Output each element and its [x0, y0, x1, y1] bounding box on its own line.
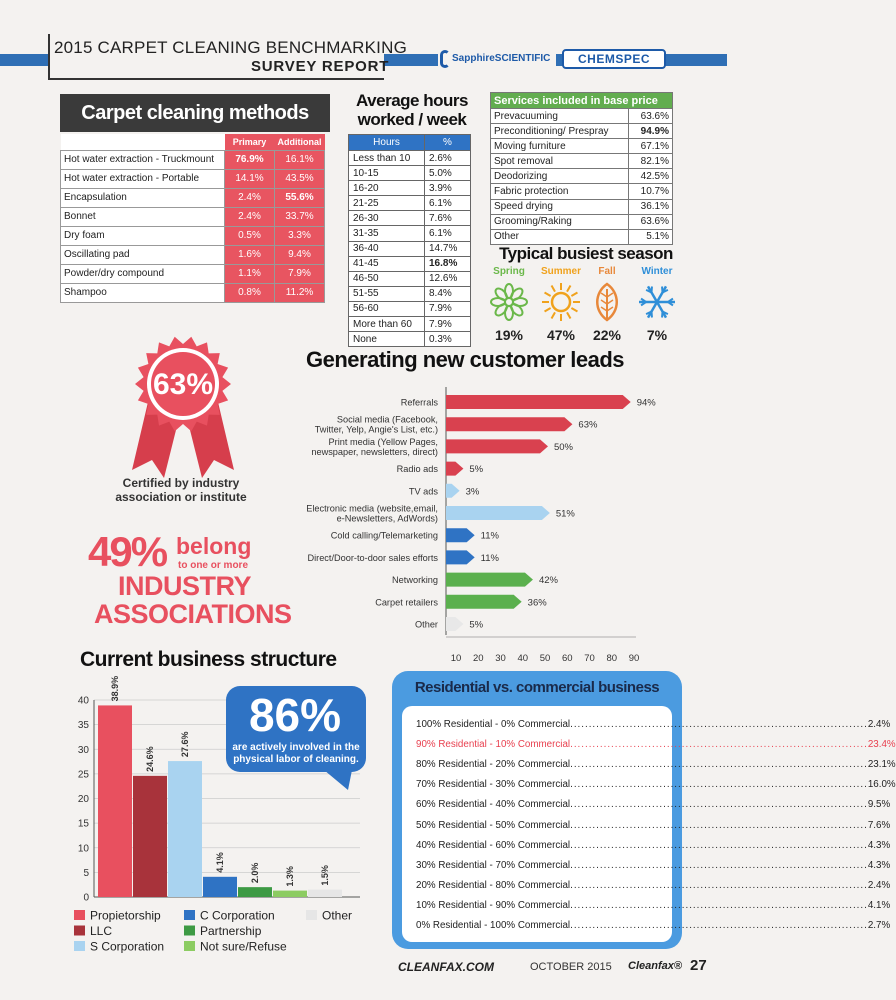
residential-row-leader: ................................................................................: [570, 719, 868, 730]
leads-bar: [446, 462, 463, 476]
snowflake-icon: [632, 281, 682, 323]
methods-row: [61, 226, 325, 245]
services-row-label: Prevacuuming: [491, 109, 629, 124]
residential-row-label: 80% Residential - 20% Commercial: [416, 759, 571, 771]
leads-value-label: 5%: [469, 464, 484, 476]
residential-row: [416, 920, 891, 931]
methods-row: [61, 245, 325, 264]
residential-row-label: 50% Residential - 50% Commercial: [416, 819, 571, 831]
residential-row: [416, 839, 891, 851]
residential-row: [416, 739, 896, 751]
certified-pct: 63%: [152, 368, 214, 401]
header-title: 2015 CARPET CLEANING BENCHMARKING: [54, 38, 407, 57]
hours-title: [352, 91, 472, 129]
hours-row: [349, 196, 471, 211]
methods-row-label: Powder/dry compound: [61, 264, 225, 283]
methods-row: [61, 264, 325, 283]
structure-value-label: 1.5%: [320, 865, 330, 886]
leads-category-label: Print media (Yellow Pages,: [328, 436, 438, 447]
hours-row-pct: 0.3%: [425, 332, 471, 347]
legend-swatch: [184, 910, 195, 920]
sapphire-logo: SapphireSCIENTIFIC: [438, 48, 556, 70]
leads-value-label: 50%: [553, 441, 574, 453]
residential-row-leader: ................................................................................: [570, 819, 868, 831]
hours-row-range: 26-30: [349, 211, 425, 226]
structure-bar: [273, 891, 307, 897]
structure-bar: [133, 776, 167, 897]
leads-category-label: Social media (Facebook,: [336, 414, 438, 425]
bubble-tail: [324, 770, 352, 790]
hours-row-range: 21-25: [349, 196, 425, 211]
footer-date: OCTOBER 2015: [530, 961, 612, 973]
leads-value-label: 11%: [480, 530, 499, 542]
hours-row: [349, 256, 471, 271]
structure-tick-label: 35: [77, 720, 89, 732]
page-number: 27: [690, 957, 707, 974]
services-row-value: 63.6%: [629, 214, 673, 229]
legend-swatch: [74, 941, 85, 951]
structure-tick-label: 5: [83, 867, 89, 879]
hours-row-pct: 2.6%: [425, 151, 471, 166]
season-title: Typical busiest season: [499, 244, 673, 263]
legend-swatch: [74, 910, 85, 920]
methods-row-primary: 0.8%: [225, 283, 275, 302]
structure-bar: [238, 887, 272, 897]
services-row-value: 36.1%: [629, 199, 673, 214]
residential-row-value: 2.4%: [867, 719, 891, 730]
services-row-value: 63.6%: [629, 109, 673, 124]
leads-value-label: 3%: [465, 486, 480, 498]
hours-row-range: 41-45: [349, 256, 425, 271]
leads-category-label: newspaper, newsletters, direct): [311, 446, 438, 457]
hours-row-range: 51-55: [349, 286, 425, 301]
flower-icon: [484, 281, 534, 323]
services-row: [491, 199, 673, 214]
services-row-value: 94.9%: [629, 124, 673, 139]
header-band-left: [0, 54, 48, 66]
residential-row: [416, 899, 891, 911]
residential-row-label: 60% Residential - 40% Commercial: [416, 799, 571, 811]
leads-category-label: Direct/Door-to-door sales efforts: [307, 552, 438, 563]
season-pct-summer: 47%: [546, 327, 576, 343]
leads-value-label: 11%: [480, 552, 499, 564]
hours-row-range: More than 60: [349, 317, 425, 332]
hours-row: [349, 286, 471, 301]
hours-row-range: 10-15: [349, 166, 425, 181]
residential-row-value: 23.1%: [867, 759, 896, 771]
hours-row: [349, 181, 471, 196]
leads-category-label: Referrals: [400, 397, 438, 408]
residential-row-label: 90% Residential - 10% Commercial: [416, 739, 571, 751]
structure-title: Current business structure: [80, 648, 337, 671]
methods-row-additional: 43.5%: [275, 169, 325, 188]
legend-swatch: [74, 926, 85, 936]
hours-row-range: Less than 10: [349, 151, 425, 166]
leads-bar: [446, 528, 475, 542]
residential-row-label: 100% Residential - 0% Commercial: [416, 719, 571, 730]
legend-swatch: [184, 941, 195, 951]
structure-tick-label: 40: [77, 695, 89, 707]
methods-row-label: Oscillating pad: [61, 245, 225, 264]
services-row-label: Preconditioning/ Prespray: [491, 124, 629, 139]
methods-row: [61, 283, 325, 302]
services-row: [491, 214, 673, 229]
methods-row-label: Hot water extraction - Portable: [61, 169, 225, 188]
services-row-label: Fabric protection: [491, 184, 629, 199]
structure-tick-label: 0: [83, 892, 89, 904]
services-row: [491, 169, 673, 184]
hours-row-range: None: [349, 332, 425, 347]
residential-row: [416, 819, 891, 831]
structure-tick-label: 25: [77, 769, 89, 781]
services-row-label: Other: [491, 229, 629, 244]
methods-title: Carpet cleaning methods: [60, 94, 330, 132]
residential-row-value: 4.3%: [867, 839, 891, 851]
bubble-pct: 86%: [248, 689, 342, 741]
services-row: [491, 109, 673, 124]
leads-tick-label: 30: [495, 653, 506, 664]
leads-tick-label: 70: [584, 653, 595, 664]
structure-bar: [203, 877, 237, 897]
structure-value-label: 38.9%: [110, 675, 120, 702]
hours-col-pct: %: [425, 135, 471, 151]
leads-value-label: 94%: [636, 397, 656, 409]
structure-value-label: 1.3%: [285, 866, 295, 887]
hours-row: [349, 241, 471, 256]
hours-row-pct: 8.4%: [425, 286, 471, 301]
services-row-value: 82.1%: [629, 154, 673, 169]
residential-row-leader: ................................................................................: [570, 759, 868, 771]
structure-value-label: 24.6%: [145, 746, 155, 772]
hours-row-pct: 6.1%: [425, 226, 471, 241]
services-row: [491, 229, 673, 244]
leads-value-label: 36%: [527, 597, 547, 609]
residential-row-leader: ................................................................................: [570, 920, 868, 931]
residential-row-leader: ................................................................................: [570, 799, 868, 811]
structure-tick-label: 20: [77, 794, 89, 805]
methods-row-primary: 1.6%: [225, 245, 275, 264]
hours-row: [349, 226, 471, 241]
residential-title: Residential vs. commercial business: [414, 679, 660, 696]
rosette-icon: [108, 332, 258, 482]
hours-col-hours: Hours: [349, 135, 425, 151]
hours-row-pct: 3.9%: [425, 181, 471, 196]
residential-row-value: 9.5%: [867, 799, 891, 811]
methods-col-additional: Additional: [275, 134, 325, 150]
season-name-spring: Spring: [493, 266, 525, 277]
methods-row-additional: 7.9%: [275, 264, 325, 283]
leads-tick-label: 50: [539, 653, 551, 664]
residential-row-leader: ................................................................................: [570, 739, 868, 751]
legend-label: Partnership: [200, 924, 262, 938]
hours-row-range: 56-60: [349, 301, 425, 316]
services-row-value: 42.5%: [629, 169, 673, 184]
hours-row: [349, 271, 471, 286]
methods-row-primary: 1.1%: [225, 264, 275, 283]
leads-bar: [446, 484, 460, 498]
hours-row-pct: 14.7%: [425, 241, 471, 256]
methods-header-blank: [61, 134, 225, 150]
services-title: Services included in base price: [491, 93, 673, 109]
leads-bar: [446, 417, 572, 431]
leads-bar: [446, 439, 548, 453]
structure-value-label: 4.1%: [215, 852, 225, 873]
hours-row: [349, 151, 471, 166]
hours-row-pct: 5.0%: [425, 166, 471, 181]
methods-row-label: Shampoo: [61, 283, 225, 302]
hours-title-line1: Average hours: [356, 91, 468, 110]
hours-row-pct: 7.9%: [425, 317, 471, 332]
residential-row: [416, 719, 891, 730]
leads-value-label: 51%: [555, 508, 575, 520]
methods-row: [61, 188, 325, 207]
footer-brand: Cleanfax®: [628, 960, 682, 972]
structure-value-label: 27.6%: [180, 731, 190, 758]
season-pct-winter: 7%: [646, 327, 668, 343]
legend-label: Other: [322, 908, 353, 923]
bubble-text: are actively involved in the physical labor of cleaning.: [232, 742, 360, 765]
legend-swatch: [184, 926, 195, 936]
methods-row-label: Hot water extraction - Truckmount: [61, 150, 225, 169]
season-pct-fall: 22%: [592, 327, 622, 343]
residential-row-label: 40% Residential - 60% Commercial: [416, 839, 571, 851]
legend-label: LLC: [90, 924, 113, 938]
hours-row-pct: 16.8%: [425, 256, 471, 271]
hours-table: [348, 134, 471, 347]
leads-value-label: 5%: [469, 619, 484, 631]
residential-row-label: 10% Residential - 90% Commercial: [416, 899, 571, 911]
leads-category-label: Cold calling/Telemarketing: [330, 530, 438, 541]
hours-row: [349, 211, 471, 226]
footer-site[interactable]: CLEANFAX.COM: [398, 960, 494, 974]
structure-tick-label: 15: [77, 818, 89, 830]
leads-value-label: 63%: [578, 419, 598, 431]
leads-category-label: Twitter, Yelp, Angie's List, etc.): [314, 424, 438, 435]
hours-row: [349, 317, 471, 332]
residential-row-leader: ................................................................................: [570, 779, 868, 791]
season-pct-spring: 19%: [494, 327, 524, 343]
sapphire-logo-icon: [440, 50, 450, 68]
hours-row-range: 36-40: [349, 241, 425, 256]
hours-row-pct: 6.1%: [425, 196, 471, 211]
leads-category-label: Carpet retailers: [375, 597, 438, 608]
certified-text: [96, 476, 266, 504]
hours-row-range: 31-35: [349, 226, 425, 241]
hours-row-range: 46-50: [349, 271, 425, 286]
methods-row-additional: 16.1%: [275, 150, 325, 169]
residential-row: [416, 779, 896, 791]
leads-tick-label: 20: [472, 653, 484, 664]
services-row-label: Deodorizing: [491, 169, 629, 184]
leads-tick-label: 60: [561, 653, 573, 664]
leads-tick-label: 40: [517, 653, 529, 664]
leads-tick-label: 80: [606, 653, 618, 664]
methods-row-primary: 2.4%: [225, 207, 275, 226]
leads-category-label: e-Newsletters, AdWords): [336, 513, 438, 524]
hours-row: [349, 166, 471, 181]
legend-label: C Corporation: [200, 908, 275, 923]
services-row-label: Moving furniture: [491, 139, 629, 154]
residential-row-value: 4.1%: [867, 899, 891, 911]
associations-line2: ASSOCIATIONS: [94, 599, 292, 629]
leads-bar: [446, 595, 522, 609]
methods-row-additional: 33.7%: [275, 207, 325, 226]
residential-row-value: 16.0%: [867, 779, 896, 791]
residential-row-value: 7.6%: [867, 819, 891, 831]
season-name-fall: Fall: [598, 266, 616, 277]
services-row-value: 67.1%: [629, 139, 673, 154]
leads-category-label: TV ads: [408, 486, 438, 497]
hours-row: [349, 332, 471, 347]
services-row: [491, 139, 673, 154]
methods-row-primary: 2.4%: [225, 188, 275, 207]
residential-row-leader: ................................................................................: [570, 839, 868, 851]
residential-row-value: 2.4%: [867, 879, 891, 891]
leads-category-label: Electronic media (website,email,: [306, 503, 438, 514]
structure-bar: [308, 890, 342, 897]
leads-category-label: Other: [415, 619, 438, 630]
legend-label: Propietorship: [90, 908, 161, 923]
associations-small: to one or more: [178, 560, 249, 571]
services-row-label: Grooming/Raking: [491, 214, 629, 229]
methods-row-label: Encapsulation: [61, 188, 225, 207]
hours-row-pct: 12.6%: [425, 271, 471, 286]
hours-row: [349, 301, 471, 316]
residential-row-label: 0% Residential - 100% Commercial: [416, 920, 571, 931]
sun-icon: [536, 281, 586, 323]
residential-row: [416, 759, 896, 771]
residential-row-leader: ................................................................................: [570, 899, 868, 911]
methods-col-primary: Primary: [225, 134, 275, 150]
legend-swatch: [306, 910, 317, 920]
methods-row-additional: 9.4%: [275, 245, 325, 264]
services-table: [490, 92, 673, 245]
methods-table: [60, 134, 325, 303]
residential-row-label: 30% Residential - 70% Commercial: [416, 859, 571, 871]
certified-text-line1: Certified by industry: [122, 476, 240, 490]
season-name-winter: Winter: [641, 266, 673, 277]
chemspec-logo: CHEMSPEC: [562, 49, 666, 69]
leads-category-label: Networking: [392, 575, 438, 586]
leads-bar: [446, 573, 533, 587]
residential-row: [416, 879, 891, 891]
season-name-summer: Summer: [540, 266, 581, 277]
leaf-icon: [582, 281, 632, 323]
methods-row-label: Bonnet: [61, 207, 225, 226]
methods-row-additional: 11.2%: [275, 283, 325, 302]
residential-row-value: 2.7%: [867, 920, 891, 931]
leads-bar: [446, 395, 631, 409]
services-row: [491, 184, 673, 199]
residential-row: [416, 799, 891, 811]
methods-row-primary: 0.5%: [225, 226, 275, 245]
hours-title-line2: worked / week: [357, 110, 467, 129]
leads-category-label: Radio ads: [396, 464, 438, 475]
methods-row-primary: 14.1%: [225, 169, 275, 188]
services-row-value: 10.7%: [629, 184, 673, 199]
methods-row-label: Dry foam: [61, 226, 225, 245]
methods-row-additional: 3.3%: [275, 226, 325, 245]
hours-row-range: 16-20: [349, 181, 425, 196]
services-row: [491, 154, 673, 169]
structure-tick-label: 10: [77, 843, 89, 855]
residential-row-label: 20% Residential - 80% Commercial: [416, 879, 571, 891]
header-subtitle: SURVEY REPORT: [251, 58, 390, 75]
legend-label: S Corporation: [90, 939, 165, 954]
methods-row: [61, 150, 325, 169]
residential-row: [416, 859, 891, 871]
associations-line1: INDUSTRY: [118, 571, 252, 601]
residential-row-label: 70% Residential - 30% Commercial: [416, 779, 571, 791]
structure-bar: [168, 761, 202, 897]
leads-tick-label: 90: [628, 653, 640, 664]
residential-row-value: 4.3%: [867, 859, 891, 871]
services-row-value: 5.1%: [629, 229, 673, 244]
residential-row-leader: ................................................................................: [570, 879, 868, 891]
services-row: [491, 124, 673, 139]
leads-bar: [446, 550, 475, 564]
methods-row: [61, 169, 325, 188]
methods-row: [61, 207, 325, 226]
services-row-label: Spot removal: [491, 154, 629, 169]
leads-title: Generating new customer leads: [306, 347, 625, 372]
legend-label: Not sure/Refuse: [200, 939, 287, 954]
certified-text-line2: association or institute: [115, 490, 247, 504]
structure-tick-label: 30: [77, 744, 89, 756]
leads-bar: [446, 617, 463, 631]
structure-bar: [98, 705, 132, 897]
services-row-label: Speed drying: [491, 199, 629, 214]
leads-chart: [280, 385, 680, 667]
associations-word: belong: [176, 533, 252, 559]
leads-value-label: 42%: [538, 575, 558, 587]
residential-row-leader: ................................................................................: [570, 859, 868, 871]
methods-row-primary: 76.9%: [225, 150, 275, 169]
residential-row-value: 23.4%: [867, 739, 896, 751]
associations-pct: 49%: [88, 528, 167, 575]
leads-bar: [446, 506, 550, 520]
hours-row-pct: 7.9%: [425, 301, 471, 316]
leads-tick-label: 10: [450, 653, 462, 664]
methods-row-additional: 55.6%: [275, 188, 325, 207]
structure-value-label: 2.0%: [250, 862, 260, 884]
hours-row-pct: 7.6%: [425, 211, 471, 226]
